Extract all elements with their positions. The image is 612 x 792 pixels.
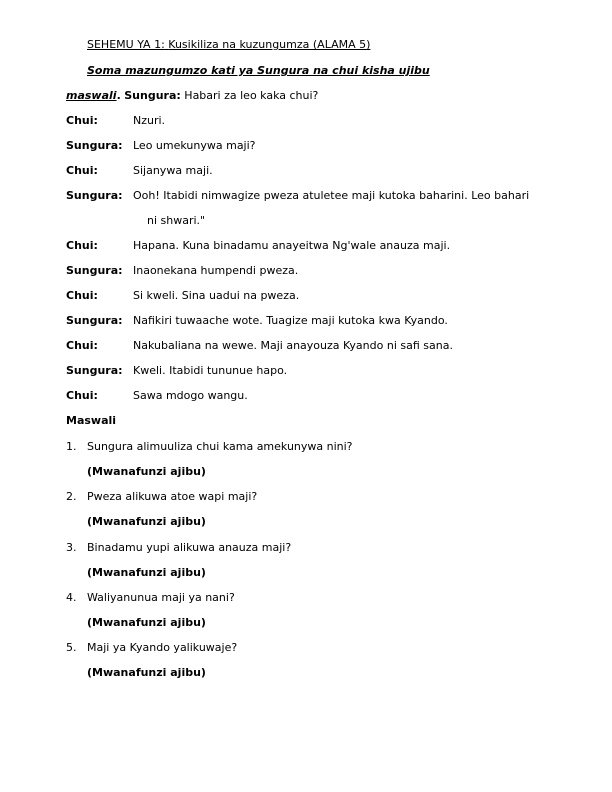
question-text: Binadamu yupi alikuwa anauza maji? xyxy=(87,541,292,554)
dialogue-text: Ooh! Itabidi nimwagize pweza atuletee maji kutoka baharini. Leo bahari xyxy=(133,189,530,202)
answer-note: (Mwanafunzi ajibu) xyxy=(87,515,206,528)
dialogue-speaker: Chui: xyxy=(66,114,98,127)
instruction-word-maswali: maswali xyxy=(66,89,117,102)
question-text: Waliyanunua maji ya nani? xyxy=(87,591,235,604)
question-number: 3. xyxy=(66,541,77,554)
dialogue-text: Nzuri. xyxy=(133,114,166,127)
dialogue-speaker: Sungura: xyxy=(66,364,123,377)
answer-note: (Mwanafunzi ajibu) xyxy=(87,566,206,579)
dialogue-speaker: Sungura: xyxy=(66,264,123,277)
dialogue-text: Nakubaliana na wewe. Maji anayouza Kyando ni safi sana. xyxy=(133,339,453,352)
dialogue-text: Si kweli. Sina uadui na pweza. xyxy=(133,289,300,302)
dialogue-speaker: Sungura: xyxy=(66,139,123,152)
dialogue-speaker: Chui: xyxy=(66,239,98,252)
section-heading-rest: Kusikiliza na kuzungumza (ALAMA 5) xyxy=(168,38,371,51)
dialogue-speaker: Sungura: xyxy=(66,314,123,327)
dialogue-speaker: Chui: xyxy=(66,389,98,402)
answer-note: (Mwanafunzi ajibu) xyxy=(87,666,206,679)
section-heading-prefix: SEHEMU YA 1: xyxy=(87,38,165,51)
instruction-line-2 xyxy=(66,89,318,103)
answer-note: (Mwanafunzi ajibu) xyxy=(87,616,206,629)
instruction-dot: . xyxy=(116,89,121,102)
questions-title: Maswali xyxy=(66,414,117,427)
dialogue-text: Kweli. Itabidi tununue hapo. xyxy=(133,364,288,377)
section-heading xyxy=(87,38,370,52)
dialogue-text-continuation: ni shwari." xyxy=(147,214,206,227)
question-text: Maji ya Kyando yalikuwaje? xyxy=(87,641,238,654)
dialogue-text: Leo umekunywa maji? xyxy=(133,139,256,152)
dialogue-speaker: Chui: xyxy=(66,164,98,177)
dialogue-text: Sawa mdogo wangu. xyxy=(133,389,248,402)
question-number: 1. xyxy=(66,440,77,453)
dialogue-text: Nafikiri tuwaache wote. Tuagize maji kutoka kwa Kyando. xyxy=(133,314,448,327)
answer-note: (Mwanafunzi ajibu) xyxy=(87,465,206,478)
question-number: 4. xyxy=(66,591,77,604)
question-text: Sungura alimuuliza chui kama amekunywa nini? xyxy=(87,440,353,453)
question-number: 5. xyxy=(66,641,77,654)
dialogue-speaker: Chui: xyxy=(66,339,98,352)
question-number: 2. xyxy=(66,490,77,503)
dialogue-speaker: Sungura: xyxy=(124,89,181,102)
dialogue-speaker: Sungura: xyxy=(66,189,123,202)
dialogue-text: Habari za leo kaka chui? xyxy=(184,89,319,102)
dialogue-speaker: Chui: xyxy=(66,289,98,302)
dialogue-text: Inaonekana humpendi pweza. xyxy=(133,264,299,277)
question-text: Pweza alikuwa atoe wapi maji? xyxy=(87,490,258,503)
dialogue-text: Hapana. Kuna binadamu anayeitwa Ng'wale anauza maji. xyxy=(133,239,451,252)
dialogue-text: Sijanywa maji. xyxy=(133,164,213,177)
instruction-line: Soma mazungumzo kati ya Sungura na chui kisha ujibu xyxy=(87,64,430,77)
